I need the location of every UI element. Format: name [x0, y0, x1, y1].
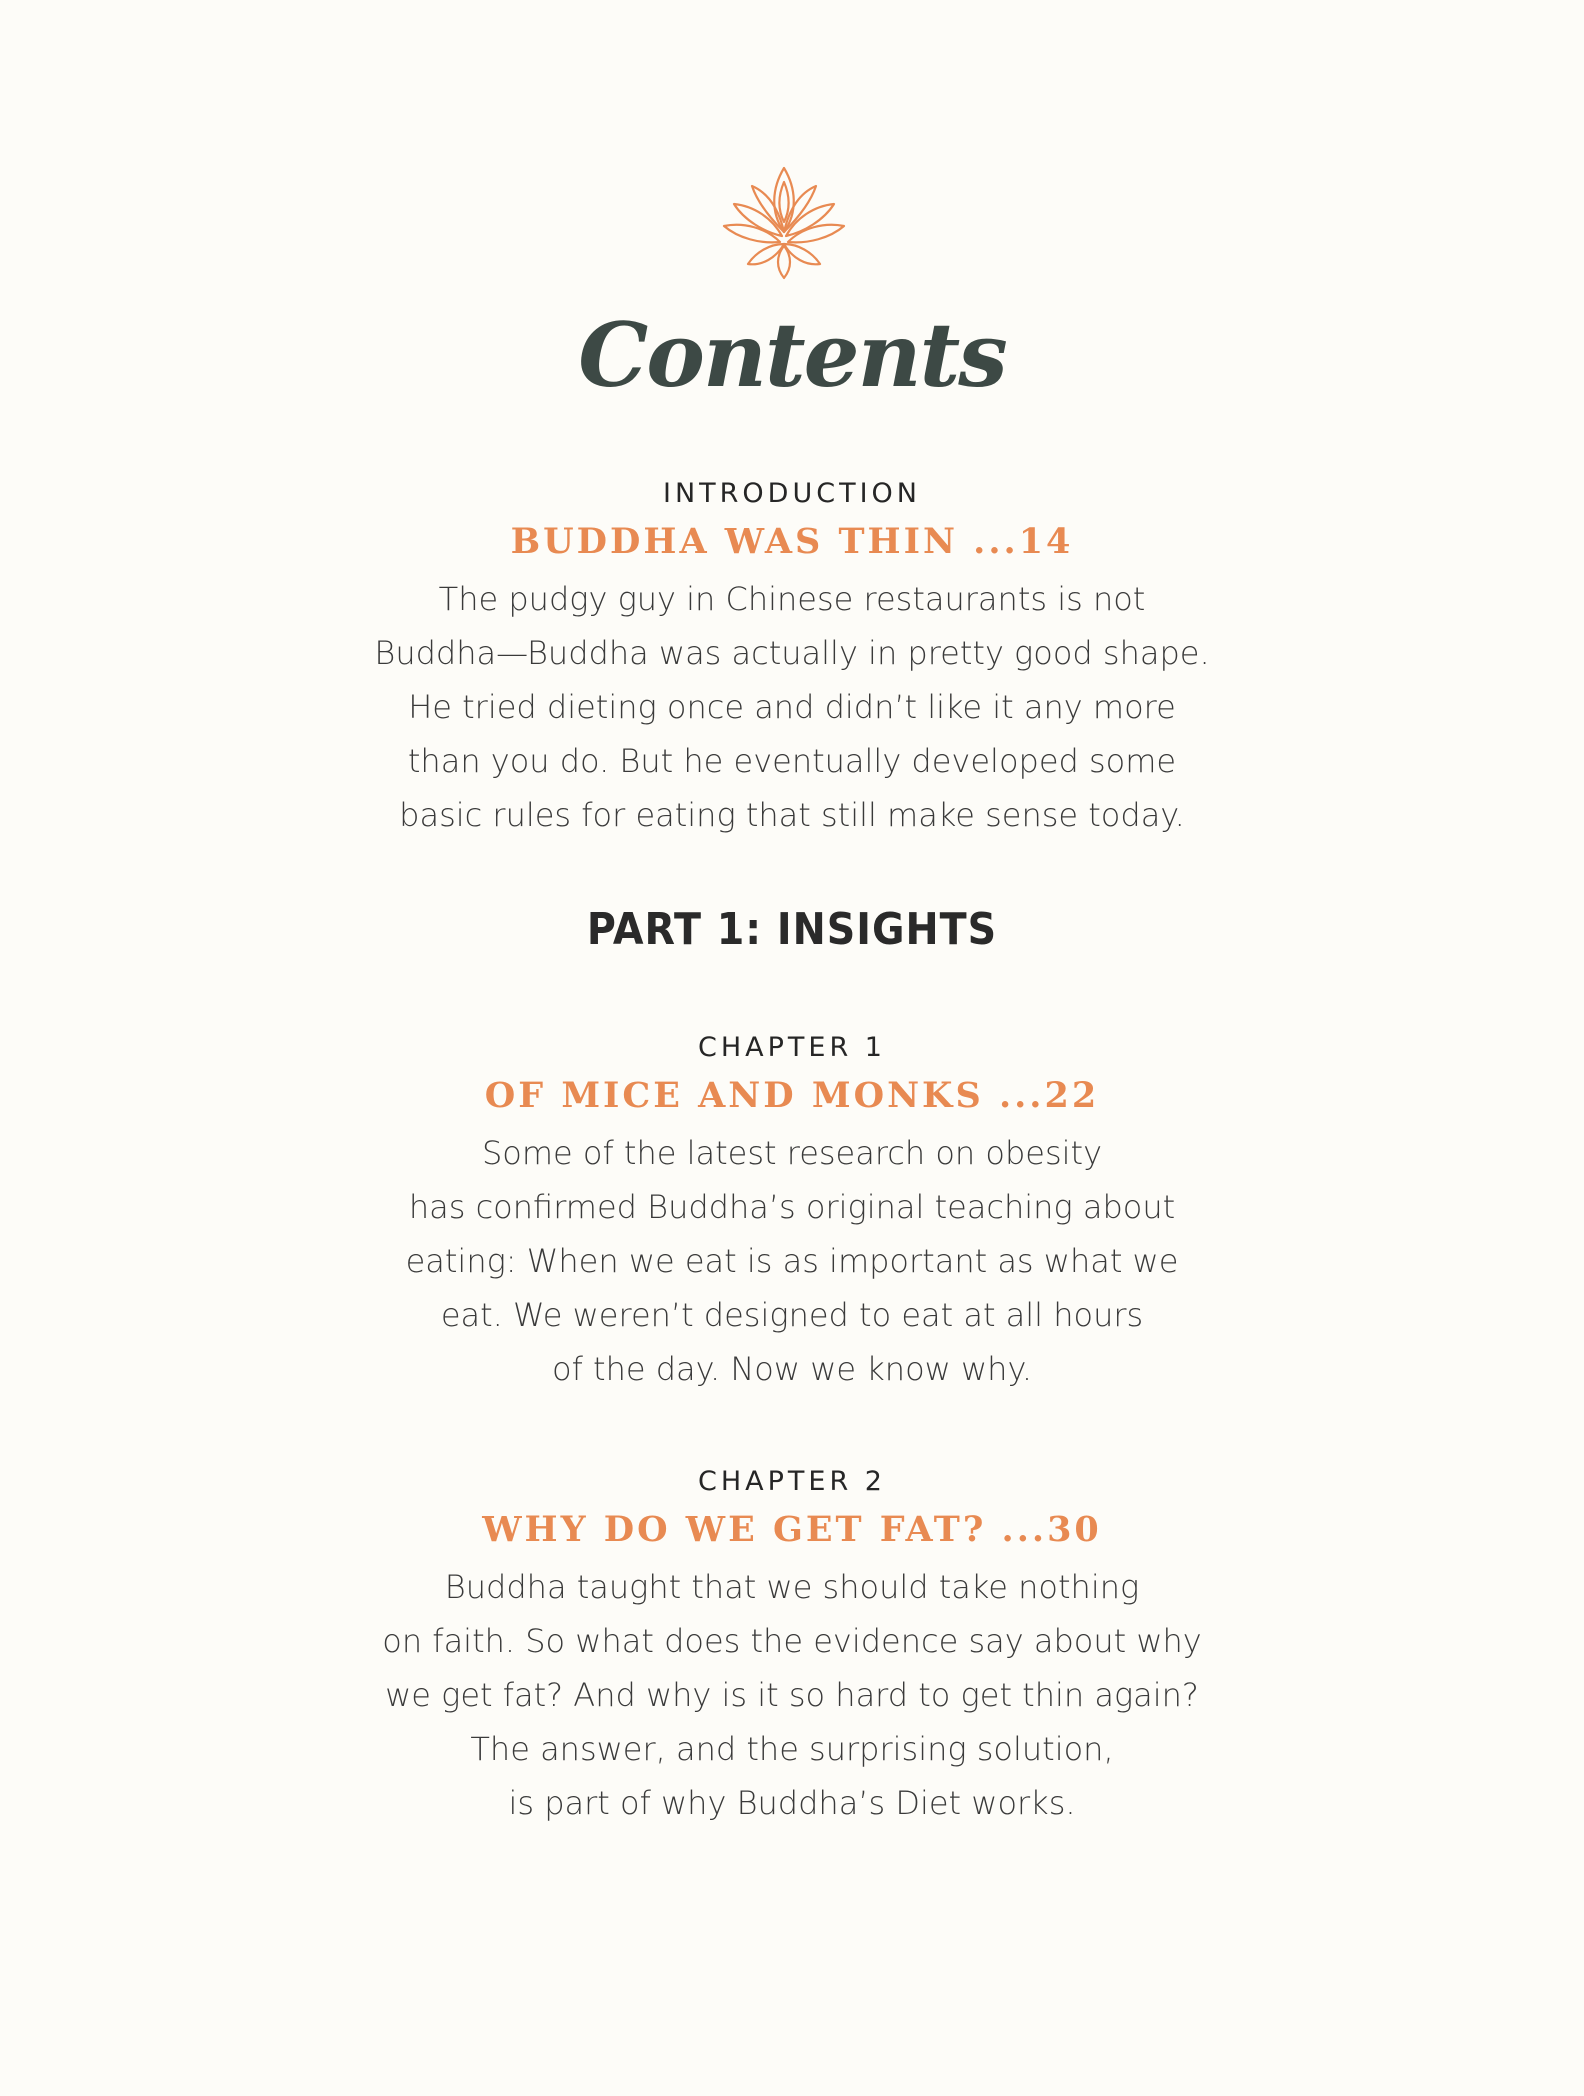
chapter-2-entry: [0, 1462, 1584, 1830]
part-heading: PART 1: INSIGHTS: [586, 904, 998, 955]
chapter-1-entry: [0, 1028, 1584, 1396]
chapter-2-label: CHAPTER 2: [698, 1466, 886, 1497]
lotus-icon: [714, 160, 854, 285]
chapter-1-heading: OF MICE AND MONKS ...22: [484, 1075, 1100, 1116]
introduction-heading: BUDDHA WAS THIN ...14: [510, 521, 1074, 562]
chapter-1-label: CHAPTER 1: [698, 1032, 886, 1063]
chapter-2-heading: WHY DO WE GET FAT? ...30: [482, 1509, 1102, 1550]
introduction-entry: [0, 474, 1584, 842]
chapter-2-description: Buddha taught that we should take nothing on faith. So what does the evidence say about why we get fat? And why is it so hard to get thin again? The answer, and the surprising solution, is part of why Buddha’s Diet works.: [382, 1568, 1202, 1822]
introduction-description: The pudgy guy in Chinese restaurants is not Buddha—Buddha was actually in pretty good shape. He tried dieting once and didn’t like it any more than you do. But he eventually developed some basic rules for eating that still make sense today.: [374, 580, 1210, 834]
page-title: Contents: [578, 303, 1006, 407]
chapter-1-description: Some of the latest research on obesity has confirmed Buddha’s original teaching about eating: When we eat is as important as what we eat. We weren’t designed to eat at all hours of the day. Now we know why.: [405, 1134, 1179, 1388]
introduction-label: INTRODUCTION: [663, 478, 921, 509]
